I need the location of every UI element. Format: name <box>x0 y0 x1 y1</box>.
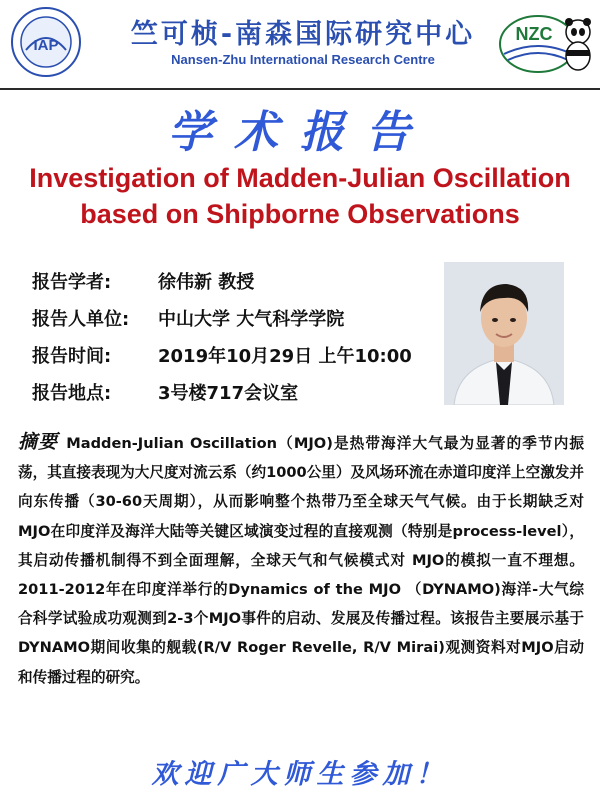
info-value: 徐伟新 教授 <box>158 272 255 293</box>
abstract <box>18 428 584 692</box>
info-label: 报告学者: <box>32 272 112 293</box>
info-label: 报告地点: <box>32 383 112 404</box>
speaker-photo <box>444 262 564 405</box>
header-divider <box>0 88 600 90</box>
header <box>0 0 600 88</box>
speaker-portrait-icon <box>444 262 564 405</box>
info-row-time <box>32 342 442 379</box>
report-title: 学术报告 <box>168 107 432 158</box>
talk-title <box>10 160 590 232</box>
info-list <box>32 268 442 416</box>
svg-text:NZC: NZC <box>515 24 553 44</box>
svg-text:IAP: IAP <box>33 37 59 54</box>
info-row-location <box>32 379 442 416</box>
info-row-affiliation <box>32 305 442 342</box>
info-label: 报告时间: <box>32 346 112 367</box>
info-label: 报告人单位: <box>32 309 130 330</box>
iap-logo-icon <box>10 6 82 78</box>
org-name-cn: 竺可桢-南森国际研究中心 <box>130 19 476 50</box>
abstract-text: Madden-Julian Oscillation（MJO)是热带海洋大气最为显著的季节内振荡，其直接表现为大尺度对流云系（约1000公里）及风场环流在赤道印度洋上空激发并向东传播（30-60天周期），从而影响整个热带乃至全球天气气候。由于长期缺乏对MJO在印度洋及海洋大陆等关键区域演变过程的直接观测（特别是process-level），其启动传播机制得不到全面理解，全球天气和气候模式对 MJO的模拟一直不理想。2011-2012年在印度洋举行的Dynamics of the MJO （DYNAMO)海洋-大气综合科学试验成功观测到2-3个MJO事件的启动、发展及传播过程。该报告主要展示基于DYNAMO期间收集的舰载(R/V Roger Revelle, R/V Mirai)观测资料对MJO启动和传播过程的研究。 <box>18 435 584 686</box>
org-name-en: Nansen-Zhu International Research Centre <box>171 52 435 67</box>
info-row-speaker <box>32 268 442 305</box>
abstract-label: 摘要 <box>18 431 59 453</box>
talk-title-line1: Investigation of Madden-Julian Oscillation <box>29 163 571 193</box>
info-value: 中山大学 大气科学学院 <box>158 309 345 330</box>
info-value: 2019年10月29日 上午10:00 <box>158 346 412 367</box>
talk-title-line2: based on Shipborne Observations <box>80 199 520 229</box>
welcome-banner: 欢迎广大师生参加！ <box>151 759 449 790</box>
nzc-panda-logo-icon <box>498 10 594 76</box>
info-value: 3号楼717会议室 <box>158 383 299 404</box>
